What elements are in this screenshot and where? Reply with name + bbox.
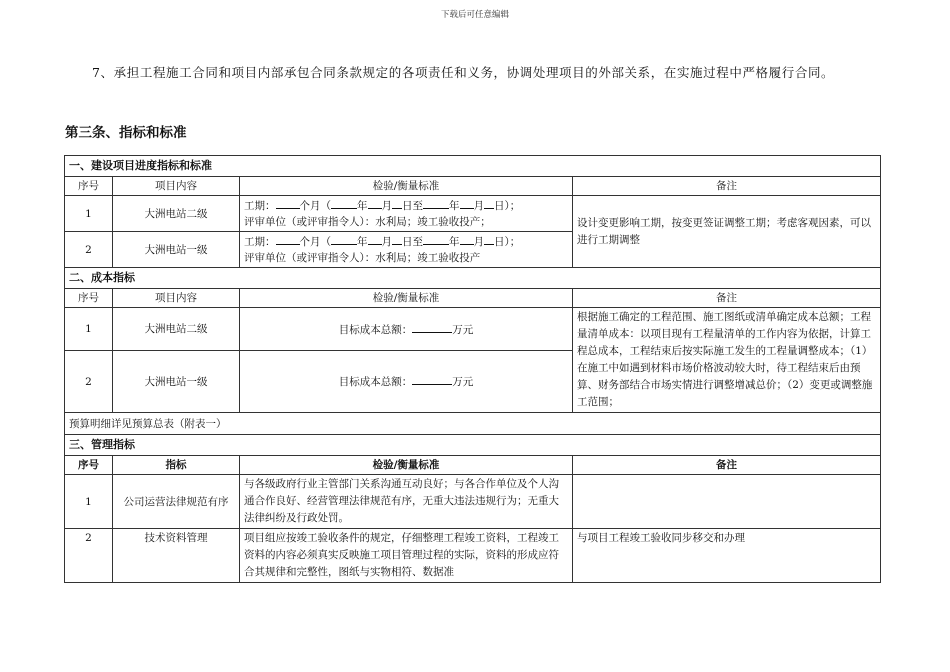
standard-cell: 项目组应按竣工验收条件的规定，仔细整理工程竣工资料，工程竣工资料的内容必须真实反映施工项目管理过程的实际，资料的形成应符合其规律和完整性，图纸与实物相符、数据准 bbox=[240, 529, 573, 583]
item-name: 大洲电站二级 bbox=[113, 308, 240, 351]
item-name: 技术资料管理 bbox=[113, 529, 240, 583]
management-column-headers: 序号 指标 检验/衡量标准 备注 bbox=[65, 456, 881, 475]
page-header: 下载后可任意编辑 bbox=[440, 10, 509, 20]
cost-footer-row: 预算明细详见预算总表（附表一） bbox=[65, 413, 881, 435]
standard-cell: 目标成本总额： 万元 bbox=[240, 351, 573, 413]
progress-note: 设计变更影响工期，按变更签证调整工期；考虑客观因素，可以进行工期调整 bbox=[573, 196, 881, 268]
table-row bbox=[65, 196, 881, 232]
management-section-header: 三、管理指标 bbox=[65, 435, 881, 456]
row-number: 2 bbox=[65, 351, 113, 413]
note-cell: 与项目工程竣工验收同步移交和办理 bbox=[573, 529, 881, 583]
row-number: 1 bbox=[65, 196, 113, 232]
cost-column-headers: 序号 项目内容 检验/衡量标准 备注 bbox=[65, 289, 881, 308]
intro-paragraph: 7、承担工程施工合同和项目内部承包合同条款规定的各项责任和义务，协调处理项目的外部关系，在实施过程中严格履行合同。 bbox=[92, 65, 835, 80]
row-number: 2 bbox=[65, 529, 113, 583]
table-row bbox=[65, 308, 881, 351]
row-number: 1 bbox=[65, 475, 113, 529]
progress-column-headers: 序号 项目内容 检验/衡量标准 备注 bbox=[65, 177, 881, 196]
standard-cell: 与各级政府行业主管部门关系沟通互动良好；与各合作单位及个人沟通合作良好、经营管理法律规范有序，无重大违法违规行为；无重大法律纠纷及行政处罚。 bbox=[240, 475, 573, 529]
standard-cell: 工期： 个月（ 年 月 日至 年 月 日）； 评审单位（或评审指令人）：水利局；竣工验收投产； bbox=[240, 196, 573, 232]
table-row bbox=[65, 475, 881, 529]
cost-section-header: 二、成本指标 bbox=[65, 268, 881, 289]
cost-note: 根据施工确定的工程范围、施工图纸或清单确定成本总额；工程量清单成本：以项目现有工程量清单的工作内容为依据，计算工程总成本，工程结束后按实际施工发生的工程量调整成本；（1）在施工中如遇到材料市场价格波动较大时，待工程结束后由预算、财务部结合市场实情进行调整增减总价；（2）变更或调整施工范围； bbox=[573, 308, 881, 413]
item-name: 大洲电站二级 bbox=[113, 196, 240, 232]
item-name: 公司运营法律规范有序 bbox=[113, 475, 240, 529]
progress-section-header: 一、建设项目进度指标和标准 bbox=[65, 156, 881, 177]
table-row bbox=[65, 529, 881, 583]
section-title: 第三条、指标和标准 bbox=[65, 125, 187, 141]
standard-cell: 工期： 个月（ 年 月 日至 年 月 日）； 评审单位（或评审指令人）：水利局；竣工验收投产 bbox=[240, 232, 573, 268]
item-name: 大洲电站一级 bbox=[113, 351, 240, 413]
standard-cell: 目标成本总额： 万元 bbox=[240, 308, 573, 351]
row-number: 2 bbox=[65, 232, 113, 268]
indicators-table bbox=[64, 155, 881, 583]
row-number: 1 bbox=[65, 308, 113, 351]
item-name: 大洲电站一级 bbox=[113, 232, 240, 268]
note-cell bbox=[573, 475, 881, 529]
